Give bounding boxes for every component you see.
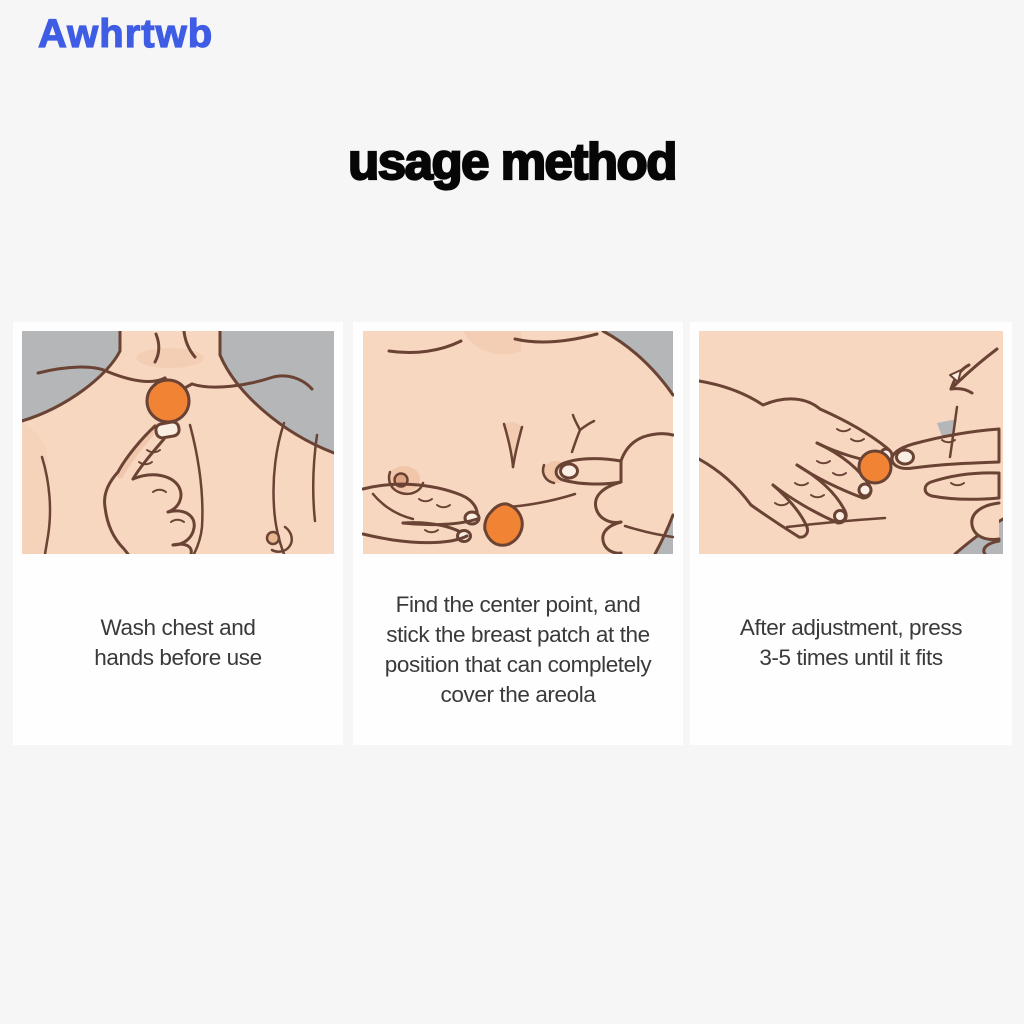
illustration-step-1 [22,331,334,554]
nipple [267,532,279,544]
caption-line: cover the areola [440,682,596,707]
caption-line: Find the center point, and [395,592,641,617]
step-caption-1 [13,613,343,673]
step-caption-3 [690,613,1012,673]
caption-line: hands before use [94,645,262,670]
usage-steps-row [0,322,1024,745]
illustration-step-3 [699,331,1003,554]
step-card-2 [353,322,683,745]
fingernail [155,421,180,439]
page-title: usage method [348,133,676,190]
fingernail [561,464,578,478]
caption-line: position that can completely [384,652,652,677]
caption-line: Wash chest and [100,615,256,640]
caption-line: stick the breast patch at the [386,622,650,647]
caption-line: After adjustment, press [739,615,963,640]
caption-line: 3-5 times until it fits [759,645,943,670]
breast-patch-icon [859,451,891,483]
step-card-1 [13,322,343,745]
illustration-step-2 [362,331,674,554]
fingernail [897,450,914,464]
step-caption-2 [353,590,683,710]
breast-patch-icon [147,380,189,422]
step-card-3 [690,322,1012,745]
watermark-logo: Awhrtwb [38,12,214,56]
